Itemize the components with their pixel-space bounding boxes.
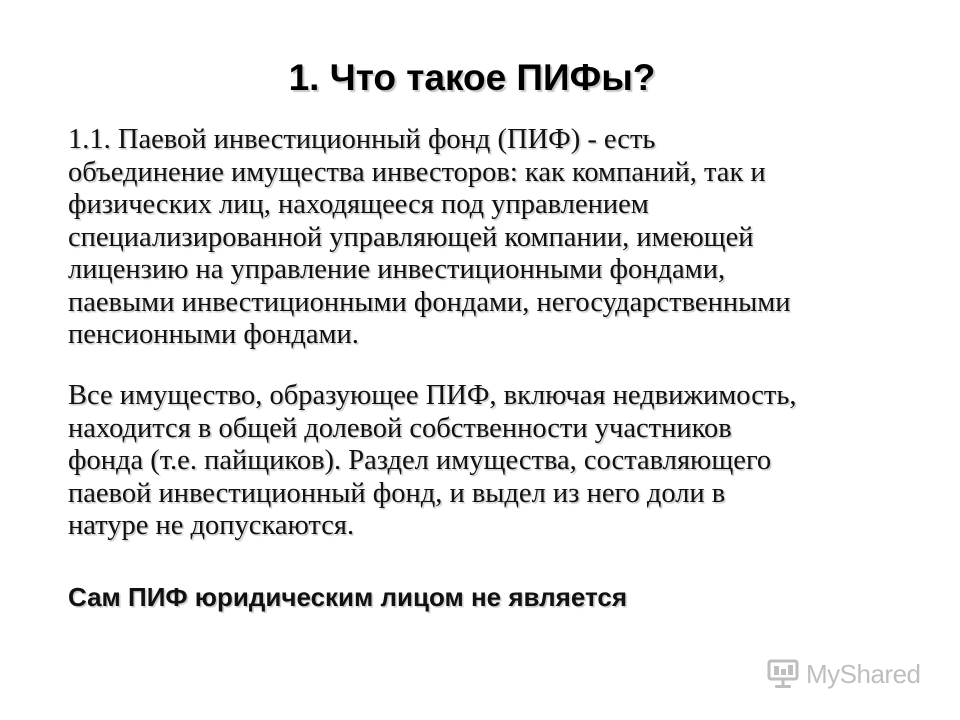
paragraph-line: паевой инвестиционный фонд, и выдел из него доли в	[68, 477, 726, 509]
paragraph-line: специализированной управляющей компании, имеющей	[68, 221, 754, 253]
watermark-brand: MyShared	[806, 658, 921, 689]
myshared-watermark	[766, 654, 946, 694]
paragraph-line: пенсионными фондами.	[68, 319, 359, 350]
conclusion-statement: Сам ПИФ юридическим лицом не является	[68, 582, 627, 612]
paragraph-line: объединение имущества инвесторов: как компаний, так и	[68, 156, 766, 188]
property-paragraph	[68, 380, 898, 543]
paragraph-line: Все имущество, образующее ПИФ, включая недвижимость,	[68, 380, 797, 411]
paragraph-line: лицензию на управление инвестиционными фондами,	[68, 254, 726, 285]
paragraph-line: физических лиц, находящееся под управлением	[68, 189, 649, 220]
slide-title: 1. Что такое ПИФы?	[288, 57, 656, 98]
paragraph-line: фонда (т.е. пайщиков). Раздел имущества, составляющего	[68, 445, 772, 476]
paragraph-line: натуре не допускаются.	[68, 510, 355, 541]
paragraph-line: паевыми инвестиционными фондами, негосударственными	[68, 286, 791, 318]
definition-paragraph	[68, 124, 898, 352]
paragraph-line: находится в общей долевой собственности участников	[68, 412, 732, 444]
presentation-board-icon	[766, 657, 800, 691]
paragraph-line: 1.1. Паевой инвестиционный фонд (ПИФ) - есть	[68, 124, 656, 155]
